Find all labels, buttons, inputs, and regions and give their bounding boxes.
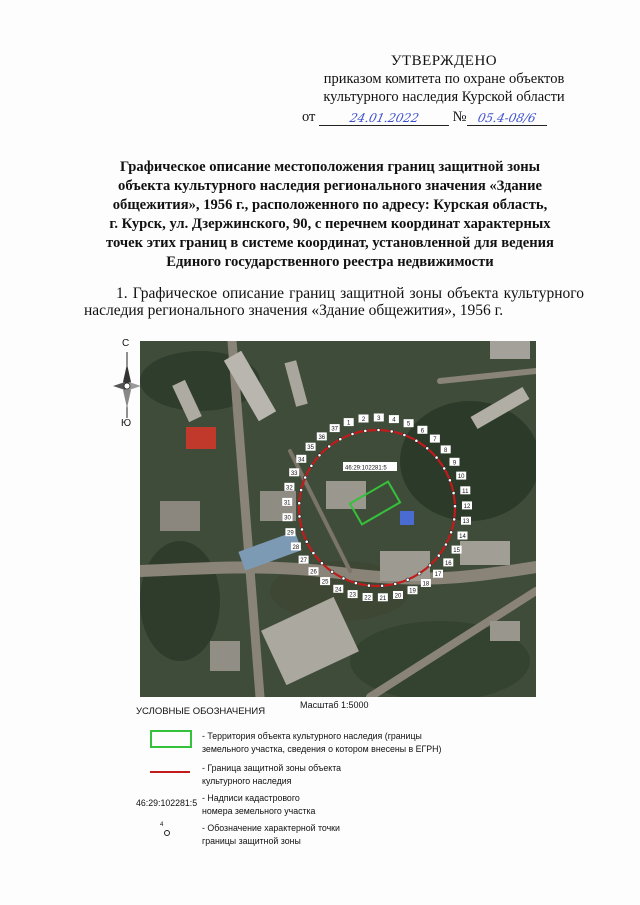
point-number-sample: 4 xyxy=(160,822,164,828)
aerial-map xyxy=(140,341,536,697)
boundary-point-marker xyxy=(443,467,446,470)
boundary-point-marker xyxy=(435,456,438,459)
boundary-point-marker xyxy=(426,447,429,450)
boundary-point-marker xyxy=(448,479,451,482)
title-line: Единого государственного реестра недвижимости xyxy=(166,254,494,270)
from-label: от xyxy=(302,109,316,125)
boundary-point-marker xyxy=(298,515,301,518)
boundary-point-number: 35 xyxy=(307,445,314,452)
boundary-point-number: 12 xyxy=(463,503,471,510)
boundary-point-number: 36 xyxy=(318,434,326,441)
boundary-point-marker xyxy=(354,582,357,585)
boundary-point-number: 23 xyxy=(349,592,356,599)
territory-swatch xyxy=(150,730,192,748)
title-line: г. Курск, ул. Дзержинского, 90, с перечнем координат характерных xyxy=(109,216,551,232)
legend-text-line: - Надписи кадастрового xyxy=(202,793,300,803)
boundary-point-number: 30 xyxy=(284,515,291,522)
legend-text-line: номера земельного участка xyxy=(202,806,316,816)
boundary-point-number: 25 xyxy=(321,579,329,586)
boundary-point-number: 7 xyxy=(433,437,437,444)
boundary-point-marker xyxy=(339,438,342,441)
approval-heading: УТВЕРЖДЕНО xyxy=(390,53,498,69)
number-label: № xyxy=(452,109,467,125)
boundary-point-number: 13 xyxy=(462,519,470,526)
boundary-point-number: 6 xyxy=(420,428,425,435)
compass-north-label: С xyxy=(122,338,130,349)
map-scale-label: Масштаб 1:5000 xyxy=(300,700,369,710)
boundary-point-marker xyxy=(453,518,456,521)
boundary-point-marker xyxy=(310,464,313,467)
approval-block xyxy=(294,52,594,126)
boundary-point-marker xyxy=(312,552,315,555)
title-line: общежития», 1956 г., расположенного по адресу: Курская область, xyxy=(112,197,548,213)
boundary-point-number: 15 xyxy=(453,548,460,555)
boundary-point-number: 9 xyxy=(452,460,457,467)
boundary-point-number: 2 xyxy=(361,417,366,423)
boundary-point-marker xyxy=(328,445,331,448)
legend-text xyxy=(202,762,522,788)
boundary-point-number: 29 xyxy=(287,530,294,537)
boundary-point-marker xyxy=(418,572,421,575)
boundary-point-marker xyxy=(406,578,409,581)
boundary-point-marker xyxy=(428,564,431,567)
boundary-point-number: 5 xyxy=(406,421,411,428)
boundary-point-number: 18 xyxy=(422,581,430,588)
compass-rose xyxy=(110,338,144,430)
approval-date-line xyxy=(294,108,594,126)
cadastral-number-label: 46:29:102281:5 xyxy=(345,465,387,472)
boundary-point-number: 11 xyxy=(462,488,469,495)
handwritten-date: 24.01.2022 xyxy=(348,111,420,125)
legend-text xyxy=(202,822,522,848)
boundary-point-marker xyxy=(305,540,308,543)
boundary-point-number: 10 xyxy=(457,474,465,481)
legend-text-line: - Обозначение характерной точки xyxy=(202,823,340,833)
boundary-point-marker xyxy=(300,489,303,492)
boundary-point-number: 32 xyxy=(286,485,293,492)
cadastral-label-sample: 46:29:102281:5 xyxy=(136,798,198,808)
boundary-point-marker xyxy=(394,582,397,585)
title-line: точек этих границ в системе координат, установленной для ведения xyxy=(106,235,554,251)
point-circle-icon xyxy=(164,830,170,836)
boundary-point-number: 17 xyxy=(434,572,442,579)
boundary-point-marker xyxy=(437,554,440,557)
boundary-point-number: 3 xyxy=(377,416,381,422)
boundary-point-number: 4 xyxy=(392,417,396,424)
title-line: Графическое описание местоположения границ защитной зоны xyxy=(119,159,541,175)
legend-text xyxy=(202,792,522,818)
legend-text xyxy=(202,730,522,756)
boundary-point-number: 33 xyxy=(290,470,298,477)
legend-text-line: культурного наследия xyxy=(202,776,292,786)
document-title xyxy=(60,158,600,272)
boundary-point-marker xyxy=(318,454,321,457)
boundary-point-number: 14 xyxy=(459,534,466,540)
boundary-point-marker xyxy=(304,476,307,479)
number-underline xyxy=(467,109,547,126)
boundary-point-marker xyxy=(381,584,384,587)
boundary-point-number: 22 xyxy=(364,595,371,602)
compass-south-label: Ю xyxy=(121,418,132,429)
boundary-point-number: 20 xyxy=(394,593,402,600)
boundary-point-marker xyxy=(377,428,380,431)
boundary-point-marker xyxy=(415,439,418,442)
boundary-point-marker xyxy=(331,570,334,573)
legend-text-line: границы защитной зоны xyxy=(202,836,301,846)
boundary-point-marker xyxy=(364,429,367,432)
legend-text-line: земельного участка, сведения о котором внесены в ЕГРН) xyxy=(202,744,442,754)
map-canvas xyxy=(140,341,536,697)
boundary-point-number: 31 xyxy=(283,500,291,507)
boundary-point-number: 26 xyxy=(310,569,317,576)
approval-line-1: приказом комитета по охране объектов xyxy=(323,71,565,87)
title-line: объекта культурного наследия регионального значения «Здание xyxy=(118,178,542,194)
boundary-point-marker xyxy=(320,562,323,565)
boundary-point-marker xyxy=(300,528,303,531)
boundary-point-number: 16 xyxy=(444,560,452,567)
legend-text-line: - Граница защитной зоны объекта xyxy=(202,763,342,773)
boundary-point-number: 27 xyxy=(300,558,307,565)
boundary-point-number: 19 xyxy=(409,588,416,595)
boundary-point-number: 24 xyxy=(334,587,342,594)
legend-text-line: - Территория объекта культурного наследия (границы xyxy=(202,731,422,741)
boundary-point-marker xyxy=(298,502,301,505)
boundary-point-marker xyxy=(342,577,345,580)
boundary-point-marker xyxy=(444,543,447,546)
boundary-point-number: 8 xyxy=(444,447,448,454)
date-underline xyxy=(319,109,449,126)
section-paragraph: 1. Графическое описание границ защитной зоны объекта культурного наследия регионального значения «Здание общежития», 1956 г. xyxy=(84,285,584,319)
boundary-point-marker xyxy=(390,430,393,433)
compass-icon xyxy=(110,350,144,420)
boundary-point-number: 1 xyxy=(347,420,351,427)
boundary-point-number: 21 xyxy=(379,595,387,602)
boundary-point-marker xyxy=(452,492,455,495)
approval-line-2: культурного наследия Курской области xyxy=(323,89,565,105)
boundary-point-number: 37 xyxy=(331,426,339,433)
boundary-line-swatch xyxy=(150,771,190,773)
legend-heading: УСЛОВНЫЕ ОБОЗНАЧЕНИЯ xyxy=(136,706,266,717)
boundary-point-marker xyxy=(367,584,370,587)
boundary-point-marker xyxy=(403,433,406,436)
boundary-point-number: 34 xyxy=(297,457,305,464)
boundary-point-marker xyxy=(453,505,456,508)
boundary-point-marker xyxy=(450,531,453,534)
boundary-point-marker xyxy=(351,432,354,435)
handwritten-number: 05.4-08/6 xyxy=(476,111,537,125)
boundary-point-number: 28 xyxy=(292,544,300,551)
